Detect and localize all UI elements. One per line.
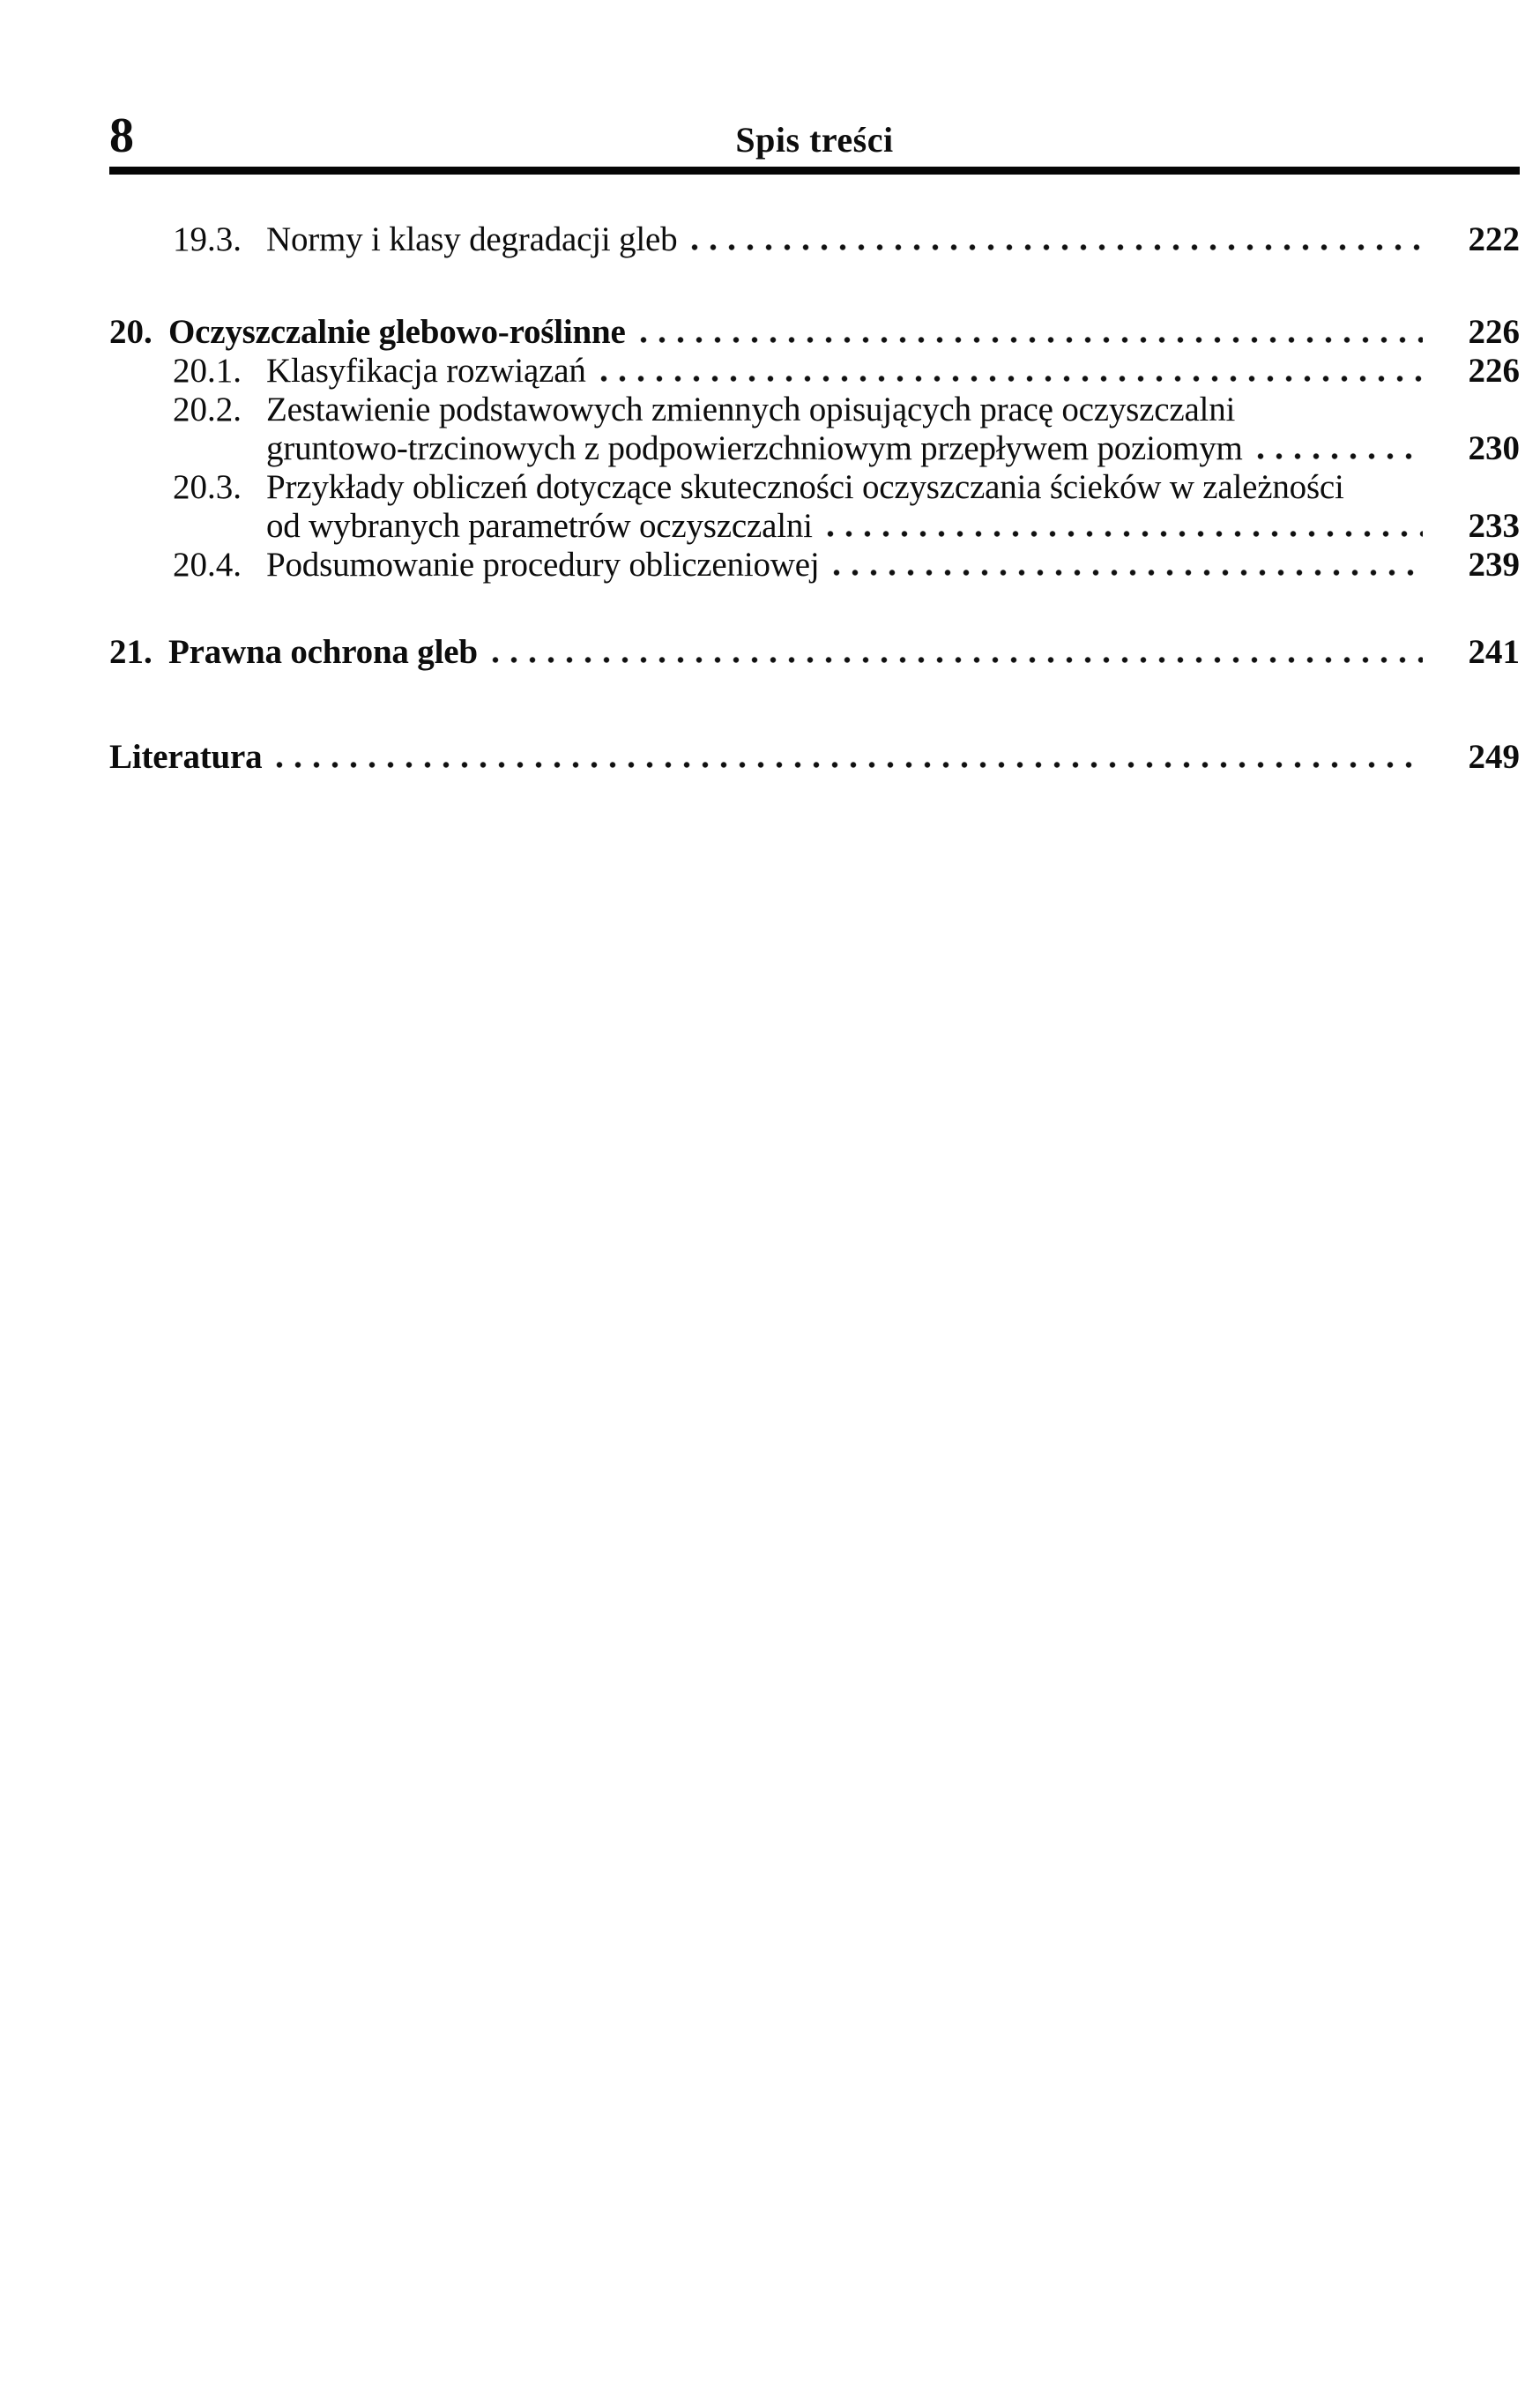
dot-leader [276, 761, 1423, 769]
entry-number: 20.3. [173, 468, 242, 506]
running-head-left [109, 108, 735, 163]
entry-title: Oczyszczalnie glebowo-roślinne [168, 313, 626, 351]
toc-entry [173, 220, 1520, 259]
entry-number: 20.4. [173, 546, 242, 584]
toc-entry [109, 313, 1520, 352]
dot-leader [833, 569, 1423, 577]
toc-entry-continuation [266, 507, 1520, 546]
entry-number: 20.1. [173, 352, 242, 390]
folio-page-number: 8 [109, 108, 134, 163]
toc-entry [173, 352, 1520, 391]
dot-leader [600, 375, 1423, 383]
entry-title: Zestawienie podstawowych zmiennych opisujących pracę oczyszczalni [266, 391, 1236, 428]
entry-page-number: 222 [1468, 220, 1520, 258]
entry-title: Klasyfikacja rozwiązań [266, 352, 586, 390]
toc-entry [173, 546, 1520, 585]
entry-page-number: 241 [1468, 633, 1520, 671]
entry-page-number: 249 [1468, 738, 1520, 776]
entry-page-number: 239 [1468, 546, 1520, 584]
toc-entry [109, 738, 1520, 777]
entry-number: 20. [109, 313, 153, 351]
entry-page-number: 226 [1468, 313, 1520, 351]
running-head [109, 0, 1520, 165]
toc-entry-continuation [266, 429, 1520, 468]
entry-page-number: 233 [1468, 507, 1520, 545]
dot-leader [640, 336, 1423, 344]
table-of-contents [109, 220, 1520, 777]
running-head-title: Spis treści [735, 120, 894, 160]
dot-leader [1257, 452, 1423, 460]
dot-leader [691, 243, 1423, 251]
entry-title: Przykłady obliczeń dotyczące skuteczności oczyszczania ścieków w zależności [266, 468, 1344, 506]
entry-title-continued: od wybranych parametrów oczyszczalni [266, 507, 813, 545]
toc-entry-line1 [173, 391, 1520, 429]
dot-leader [492, 656, 1423, 664]
entry-title: Prawna ochrona gleb [168, 633, 478, 671]
entry-title-continued: gruntowo-trzcinowych z podpowierzchniowym przepływem poziomym [266, 429, 1243, 467]
toc-entry [109, 633, 1520, 672]
entry-title: Normy i klasy degradacji gleb [266, 220, 678, 258]
header-rule [109, 167, 1520, 175]
dot-leader [827, 530, 1423, 538]
entry-title: Podsumowanie procedury obliczeniowej [266, 546, 820, 584]
toc-entry-line1 [173, 468, 1520, 507]
entry-number: 20.2. [173, 391, 242, 428]
entry-page-number: 226 [1468, 352, 1520, 390]
entry-page-number: 230 [1468, 429, 1520, 467]
entry-number: 19.3. [173, 220, 242, 258]
entry-number: 21. [109, 633, 153, 671]
entry-title: Literatura [109, 738, 263, 776]
